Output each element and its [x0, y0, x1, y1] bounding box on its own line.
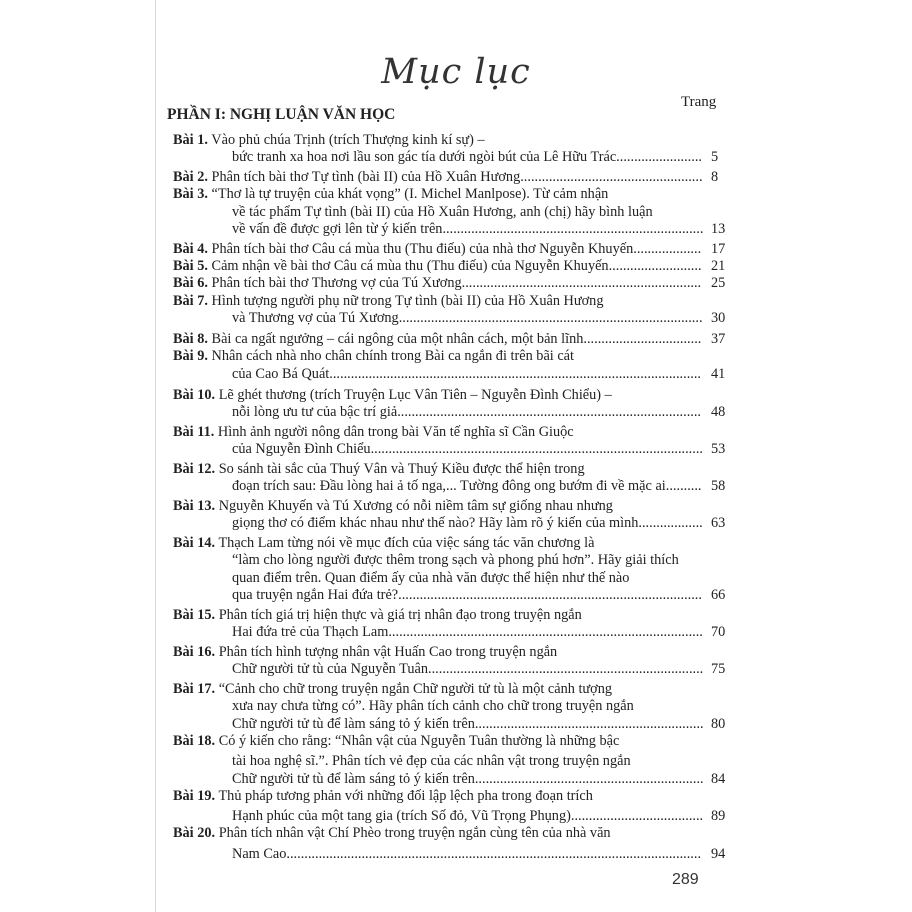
- toc-text: đoạn trích sau: Đầu lòng hai ả tố nga,... Tường đông ong bướm đi về mặc ai: [232, 478, 666, 494]
- toc-label: Bài 8.: [173, 331, 208, 347]
- toc-line: [173, 824, 611, 842]
- toc-line: [173, 292, 603, 310]
- dot-leader: ........................................................................: [446, 221, 704, 237]
- toc-line: [232, 220, 703, 238]
- toc-page: 21: [711, 258, 726, 274]
- toc-line: [232, 569, 629, 587]
- toc-text: quan điểm trên. Quan điểm ấy của nhà văn được thể hiện như thế nào: [232, 570, 630, 586]
- toc-text: và Thương vợ của Tú Xương: [232, 310, 399, 326]
- dot-leader: .....................................................................................: [397, 404, 701, 420]
- toc-line: [232, 365, 701, 383]
- toc-text: Lẽ ghét thương (trích Truyện Lục Vân Tiên – Nguyễn Đình Chiểu) –: [218, 387, 612, 403]
- dot-leader: ...................................................................: [461, 275, 702, 291]
- toc-page: 58: [711, 478, 726, 494]
- toc-text: Có ý kiến cho rằng: “Nhân vật của Nguyễn Tuân thường là những bậc: [218, 733, 620, 749]
- toc-label: Bài 6.: [173, 275, 208, 291]
- toc-text: Phân tích bài thơ Câu cá mùa thu (Thu điếu) của nhà thơ Nguyễn Khuyến.: [211, 241, 637, 257]
- dot-leader: ...................................................: [520, 169, 703, 185]
- toc-line: [232, 586, 702, 604]
- dot-leader: ........................................................................................: [388, 624, 703, 640]
- toc-line: [232, 551, 679, 569]
- dot-leader: ....................................: [574, 808, 704, 824]
- dot-leader: .......................: [619, 149, 702, 165]
- toc-page: 17: [711, 241, 726, 257]
- toc-text: So sánh tài sắc của Thuý Vân và Thuý Kiều được thể hiện trong: [218, 461, 585, 477]
- toc-line: [232, 807, 703, 825]
- toc-text: Hình tượng người phụ nữ trong Tự tình (bài II) của Hồ Xuân Hương: [211, 293, 604, 309]
- toc-label: Bài 5.: [173, 258, 208, 274]
- toc-line: [173, 330, 701, 348]
- toc-label: Bài 14.: [173, 535, 216, 551]
- toc-page: 84: [711, 771, 726, 787]
- toc-label: Bài 17.: [173, 681, 216, 697]
- part-heading: PHẦN I: NGHỊ LUẬN VĂN HỌC: [167, 106, 396, 123]
- toc-line: [232, 623, 703, 641]
- toc-label: Bài 3.: [173, 186, 208, 202]
- toc-line: [232, 660, 703, 678]
- toc-line: [173, 680, 612, 698]
- toc-page: 13: [711, 221, 726, 237]
- toc-label: Bài 19.: [173, 788, 216, 804]
- toc-text: Thủ pháp tương phản với những đối lập lệch pha trong đoạn trích: [218, 788, 593, 804]
- toc-text: của Cao Bá Quát.: [232, 366, 333, 382]
- toc-label: Bài 9.: [173, 348, 208, 364]
- toc-label: Bài 18.: [173, 733, 216, 749]
- dot-leader: .....................................................................................: [398, 310, 703, 326]
- toc-text: Bài ca ngất ngưởng – cái ngông của một nhân cách, một bản lĩnh.: [211, 331, 587, 347]
- toc-line: [173, 168, 703, 186]
- toc-line: [232, 845, 701, 863]
- toc-label: Bài 2.: [173, 169, 208, 185]
- toc-text: “làm cho lòng người được thêm trong sạch và phong phú hơn”. Hãy giải thích: [232, 552, 679, 568]
- toc-text: “Thơ là tự truyện của khát vọng” (I. Michel Manlpose). Từ cảm nhận: [211, 186, 609, 202]
- toc-text: Vào phủ chúa Trịnh (trích Thượng kinh kí sự) –: [211, 132, 485, 148]
- toc-line: [232, 477, 702, 495]
- toc-page: 5: [711, 149, 719, 165]
- toc-text: qua truyện ngắn Hai đứa trẻ?: [232, 587, 399, 603]
- toc-label: Bài 15.: [173, 607, 216, 623]
- toc-page: 53: [711, 441, 726, 457]
- toc-text: Chữ người tử tù để làm sáng tỏ ý kiến trên.: [232, 771, 479, 787]
- toc-label: Bài 13.: [173, 498, 216, 514]
- toc-page: 48: [711, 404, 726, 420]
- toc-text: Hạnh phúc của một tang gia (trích Số đỏ, Vũ Trọng Phụng).: [232, 808, 575, 824]
- page-title: Mục lục: [381, 52, 531, 92]
- toc-label: Bài 4.: [173, 241, 208, 257]
- toc-page: 30: [711, 310, 726, 326]
- page-edge: [155, 0, 156, 912]
- toc-line: [232, 440, 703, 458]
- toc-text: Hình ảnh người nông dân trong bài Văn tế nghĩa sĩ Cần Giuộc: [217, 424, 574, 440]
- toc-line: [173, 386, 612, 404]
- toc-text: Nguyễn Khuyến và Tú Xương có nỗi niềm tâm sự giống nhau nhưng: [218, 498, 613, 514]
- toc-line: [232, 715, 704, 733]
- toc-line: [173, 732, 619, 750]
- toc-line: [173, 460, 585, 478]
- toc-page: 80: [711, 716, 726, 732]
- toc-line: [173, 240, 701, 258]
- toc-line: [232, 770, 704, 788]
- toc-line: [173, 643, 557, 661]
- toc-line: [232, 403, 701, 421]
- toc-text: Phân tích bài thơ Thương vợ của Tú Xương: [211, 275, 462, 291]
- toc-line: [173, 347, 574, 365]
- toc-page: 94: [711, 846, 726, 862]
- toc-line: [173, 185, 608, 203]
- dot-leader: ...................................................................................................................: [289, 846, 702, 862]
- toc-text: Cảm nhận về bài thơ Câu cá mùa thu (Thu điếu) của Nguyễn Khuyến: [211, 258, 609, 274]
- toc-text: Thạch Lam từng nói về mục đích của việc sáng tác văn chương là: [218, 535, 595, 551]
- toc-label: Bài 1.: [173, 132, 208, 148]
- toc-text: Phân tích hình tượng nhân vật Huấn Cao trong truyện ngắn: [218, 644, 558, 660]
- toc-line: [232, 309, 703, 327]
- dot-leader: .......................................................................................................: [332, 366, 701, 382]
- toc-page: 37: [711, 331, 726, 347]
- toc-line: [173, 534, 594, 552]
- page-column-header: Trang: [681, 94, 717, 110]
- toc-text: nỗi lòng ưu tư của bậc trí giả: [232, 404, 398, 420]
- dot-leader: ...............................................................: [478, 716, 704, 732]
- toc-page: 75: [711, 661, 726, 677]
- toc-page: 63: [711, 515, 726, 531]
- toc-line: [232, 148, 702, 166]
- toc-line: [232, 752, 631, 770]
- page-number: 289: [672, 871, 699, 888]
- toc-page: 89: [711, 808, 726, 824]
- toc-line: [173, 606, 582, 624]
- toc-text: về tác phẩm Tự tình (bài II) của Hồ Xuân Hương, anh (chị) hãy bình luận: [232, 204, 653, 220]
- toc-line: [173, 257, 702, 275]
- toc-text: Phân tích bài thơ Tự tình (bài II) của Hồ Xuân Hương: [211, 169, 521, 185]
- toc-text: Chữ người tử tù của Nguyễn Tuân.: [232, 661, 432, 677]
- dot-leader: ..........: [665, 478, 702, 494]
- toc-label: Bài 20.: [173, 825, 216, 841]
- toc-line: [173, 274, 701, 292]
- toc-line: [173, 131, 485, 149]
- toc-text: Phân tích giá trị hiện thực và giá trị nhân đạo trong truyện ngắn: [218, 607, 582, 623]
- toc-text: xưa nay chưa từng có”. Hãy phân tích cảnh cho chữ trong truyện ngắn: [232, 698, 634, 714]
- toc-text: Nhân cách nhà nho chân chính trong Bài ca ngắn đi trên bãi cát: [211, 348, 574, 364]
- dot-leader: ............................................................................: [431, 661, 704, 677]
- toc-page: 66: [711, 587, 726, 603]
- dot-leader: ................................: [586, 331, 702, 347]
- toc-text: của Nguyễn Đình Chiểu: [232, 441, 371, 457]
- toc-line: [173, 787, 593, 805]
- toc-text: tài hoa nghệ sĩ.”. Phân tích vẻ đẹp của các nhân vật trong truyện ngắn: [232, 753, 631, 769]
- toc-text: về vấn đề được gợi lên từ ý kiến trên.: [232, 221, 447, 237]
- toc-label: Bài 12.: [173, 461, 216, 477]
- dot-leader: ...............................................................: [478, 771, 704, 787]
- toc-line: [232, 514, 703, 532]
- toc-text: Chữ người tử tù để làm sáng tỏ ý kiến trên.: [232, 716, 479, 732]
- toc-label: Bài 16.: [173, 644, 216, 660]
- toc-label: Bài 7.: [173, 293, 208, 309]
- dot-leader: .............................................................................................: [370, 441, 703, 457]
- toc-line: [173, 497, 613, 515]
- dot-leader: ..................: [638, 515, 703, 531]
- toc-text: bức tranh xa hoa nơi lầu son gác tía dưới ngòi bút của Lê Hữu Trác.: [232, 149, 620, 165]
- dot-leader: ..................: [636, 241, 702, 257]
- toc-page: 25: [711, 275, 726, 291]
- toc-page: 8: [711, 169, 719, 185]
- toc-page: 41: [711, 366, 726, 382]
- dot-leader: .....................................................................................: [398, 587, 702, 603]
- toc-text: Phân tích nhân vật Chí Phèo trong truyện ngắn cùng tên của nhà văn: [218, 825, 611, 841]
- toc-text: Hai đứa trẻ của Thạch Lam: [232, 624, 389, 640]
- toc-label: Bài 10.: [173, 387, 216, 403]
- toc-page: 70: [711, 624, 726, 640]
- toc-line: [173, 423, 574, 441]
- toc-line: [232, 697, 634, 715]
- toc-text: Nam Cao.: [232, 846, 290, 862]
- toc-line: [232, 203, 653, 221]
- dot-leader: ..........................: [608, 258, 702, 274]
- toc-text: “Cảnh cho chữ trong truyện ngắn Chữ người tử tù là một cảnh tượng: [218, 681, 613, 697]
- toc-label: Bài 11.: [173, 424, 215, 440]
- toc-text: giọng thơ có điểm khác nhau như thế nào? Hãy làm rõ ý kiến của mình: [232, 515, 639, 531]
